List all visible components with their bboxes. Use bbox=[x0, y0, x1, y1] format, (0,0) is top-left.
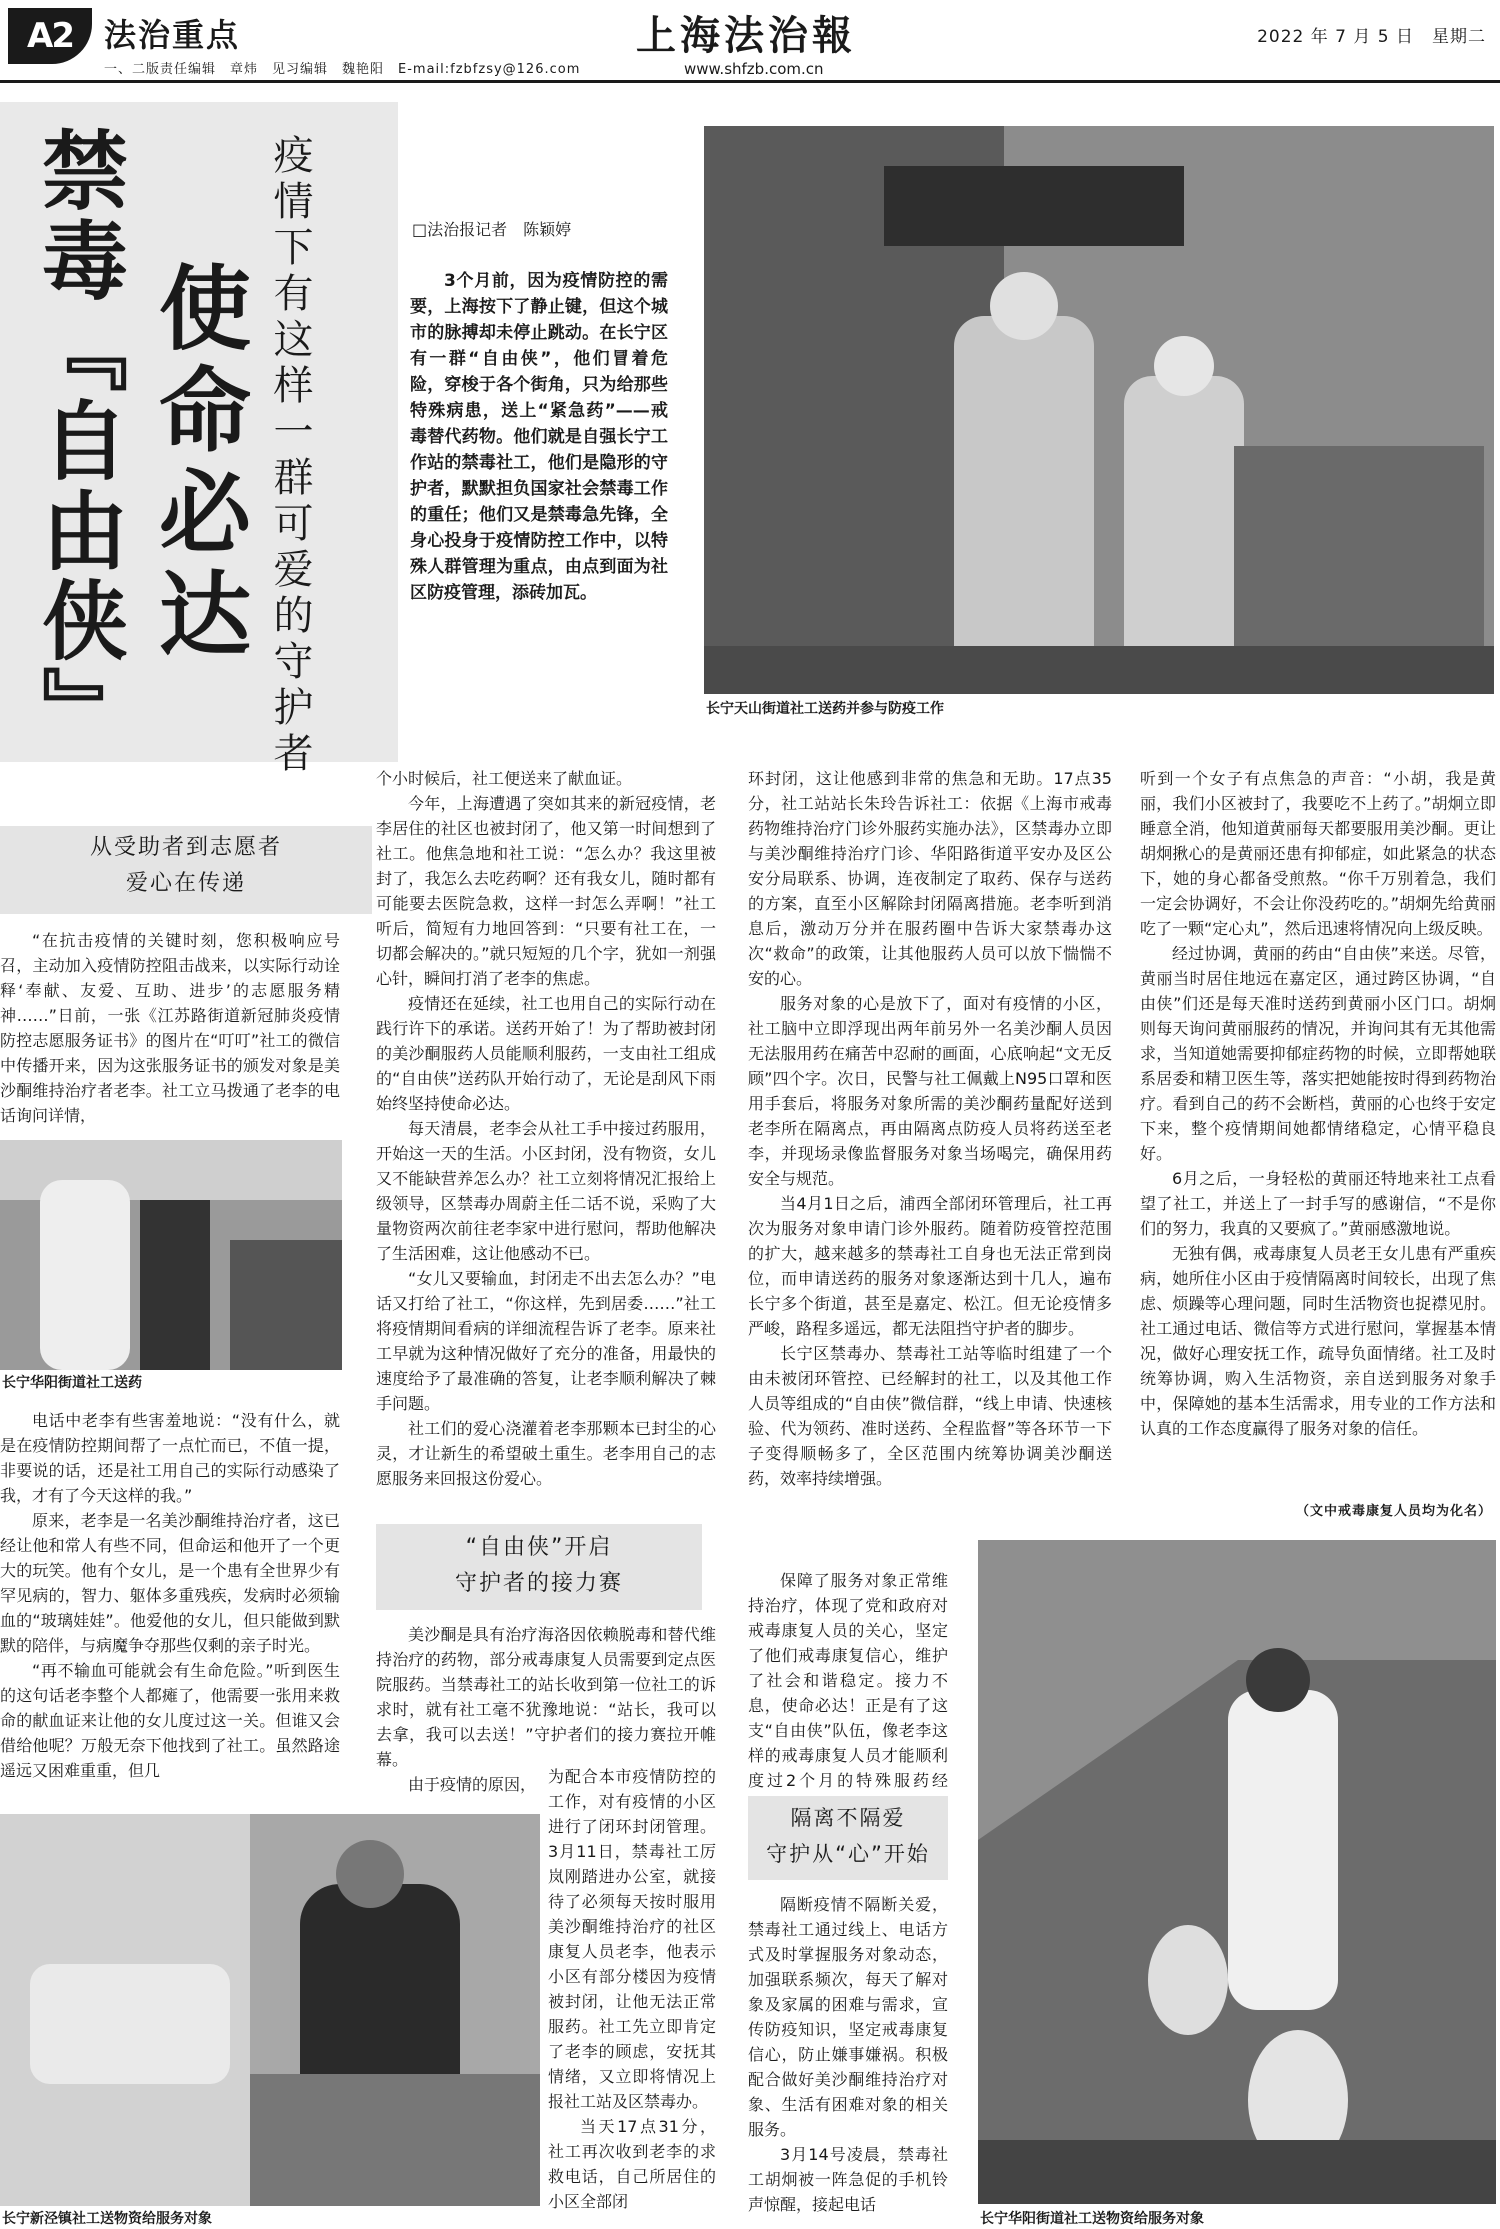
paragraph: “女儿又要输血，封闭走不出去怎么办？”电话又打给了社工，“你这样，先到居委……”社工将疫情期间看病的详细流程告诉了老李。原来社工早就为这种情况做好了充分的准备，用最快的速度给予了最准确的答复，让老李顺利解决了棘手问题。 bbox=[376, 1269, 716, 1413]
masthead: 上海法治報 bbox=[636, 12, 856, 59]
issue-date: 2022 年 7 月 5 日 星期二 bbox=[1257, 27, 1486, 47]
paragraph: 美沙酮是具有治疗海洛因依赖脱毒和替代维持治疗的药物，部分戒毒康复人员需要到定点医院服药。当禁毒社工的站长收到第一位社工的诉求时，就有社工毫不犹豫地说：“站长，我可以去拿，我可以去送！”守护者们的接力赛拉开帷幕。 bbox=[376, 1625, 716, 1769]
photo-bottom-right bbox=[978, 1540, 1496, 2204]
editors-line: 一、二版责任编辑 章炜 见习编辑 魏艳阳 E-mail:fzbfzsy@126.com bbox=[104, 62, 581, 77]
paragraph: 今年，上海遭遇了突如其来的新冠疫情，老李居住的社区也被封闭了，他又第一时间想到了社工。他焦急地和社工说：“怎么办？我这里被封了，我怎么去吃药啊？还有我女儿，随时都有可能要去医院急救，这样一封怎么弄啊！”社工听后，简短有力地回答到：“只要有社工在，一切都会解决的。”就只短短的几个字，犹如一剂强心针，瞬间打消了老李的焦虑。 bbox=[376, 794, 716, 988]
paragraph: 3月14号凌晨，禁毒社工胡炯被一阵急促的手机铃声惊醒，接起电话 bbox=[748, 2145, 948, 2214]
column-1b bbox=[0, 1408, 340, 1783]
paragraph: 社工们的爱心浇灌着老李那颗本已封尘的心灵，才让新生的希望破土重生。老李用自己的志愿服务来回报这份爱心。 bbox=[376, 1419, 716, 1488]
photo-top-illustration bbox=[704, 126, 1494, 694]
photo-bottom-right-caption: 长宁华阳街道社工送物资给服务对象 bbox=[980, 2211, 1204, 2227]
column-2a bbox=[376, 766, 716, 1491]
paragraph: 个小时候后，社工便送来了献血证。 bbox=[376, 769, 633, 788]
subhead-care-line2: 守护从“心”开始 bbox=[766, 1842, 930, 1866]
byline: □法治报记者 陈颖婷 bbox=[412, 220, 572, 239]
column-4a bbox=[1140, 766, 1496, 1441]
paragraph: “在抗击疫情的关键时刻，您积极响应号召，主动加入疫情防控阻击战来，以实际行动诠释‘奉献、友爱、互助、进步’的志愿服务精神……”日前，一张《江苏路街道新冠肺炎疫情防控志愿服务证书》的图片在“叮叮”社工的微信中传播开来，因为这张服务证书的颁发对象是美沙酮维持治疗者老李。社工立马拨通了老李的电话询问详情， bbox=[0, 931, 340, 1125]
subhead-volunteer-line1: 从受助者到志愿者 bbox=[89, 835, 282, 860]
photo-bottom-left-illustration bbox=[0, 1814, 540, 2206]
lede-paragraph: 3个月前，因为疫情防控的需要，上海按下了静止键，但这个城市的脉搏却未停止跳动。在长宁区有一群“自由侠”，他们冒着危险，穿梭于各个街角，只为给那些特殊病患，送上“紧急药”——戒毒替代药物。他们就是自强长宁工作站的禁毒社工，他们是隐形的守护者，默默担负国家社会禁毒工作的重任；他们又是禁毒急先锋，全身心投身于疫情防控工作中，以特殊人群管理为重点，由点到面为社区防疫管理，添砖加瓦。 bbox=[410, 271, 668, 603]
column-3a bbox=[748, 766, 1112, 1491]
column-3b bbox=[748, 1568, 948, 1818]
column-3c bbox=[748, 1892, 948, 2217]
paragraph: 保障了服务对象正常维持治疗，体现了党和政府对戒毒康复人员的关心，坚定了他们戒毒康复信心，维护了社会和谐稳定。接力不息，使命必达！正是有了这支“自由侠”队伍，像老李这样的戒毒康复人员才能顺利度过2个月的特殊服药经 bbox=[748, 1571, 948, 1790]
paragraph: 服务对象的心是放下了，面对有疫情的小区，社工脑中立即浮现出两年前另外一名美沙酮人员因无法服用药在痛苦中忍耐的画面，心底响起“文无反顾”四个字。次日，民警与社工佩戴上N95口罩和医用手套后，将服务对象所需的美沙酮药量配好送到老李所在隔离点，再由隔离点防疫人员将药送至老李，并现场录像监督服务对象当场喝完，确保用药安全与规范。 bbox=[748, 994, 1112, 1188]
author-note: （文中戒毒康复人员均为化名） bbox=[1295, 1504, 1492, 1519]
paragraph: 每天清晨，老李会从社工手中接过药服用，开始这一天的生活。小区封闭，没有物资，女儿又不能缺营养怎么办？社工立刻将情况汇报给上级领导，区禁毒办周蔚主任二话不说，采购了大量物资两次前往老李家中进行慰问，帮助他解决了生活困难，这让他感动不已。 bbox=[376, 1119, 716, 1263]
photo-bottom-left bbox=[0, 1814, 540, 2206]
paragraph: 原来，老李是一名美沙酮维持治疗者，这已经让他和常人有些不同，但命运和他开了一个更大的玩笑。他有个女儿，是一个患有全世界少有罕见病的，智力、躯体多重残疾，发病时必须输血的“玻璃娃娃”。他爱他的女儿，但只能做到默默的陪伴，与病魔争夺那些仅剩的亲子时光。 bbox=[0, 1511, 340, 1655]
paragraph: 听到一个女子有点焦急的声音：“小胡，我是黄丽，我们小区被封了，我要吃不上药了。”胡炯立即睡意全消，他知道黄丽每天都要服用美沙酮。更让胡炯揪心的是黄丽还患有抑郁症，如此紧急的状态下，她的身心都备受煎熬。“你千万别着急，我们一定会协调好，不会让你没药吃的。”胡炯先给黄丽吃了一颗“定心丸”，然后迅速将情况向上级反映。 bbox=[1140, 769, 1496, 938]
subhead-relay-line1: “自由侠”开启 bbox=[465, 1535, 613, 1560]
subhead-volunteer-line2: 爱心在传递 bbox=[125, 871, 246, 896]
page-number-badge: A2 bbox=[8, 8, 92, 64]
headline-sub: 疫情下有这样一群可爱的守护者 bbox=[267, 134, 313, 778]
subhead-relay bbox=[376, 1524, 702, 1610]
column-2c bbox=[548, 1764, 716, 2214]
paragraph: 6月之后，一身轻松的黄丽还特地来社工点看望了社工，并送上了一封手写的感谢信，“不是你们的努力，我真的又要疯了。”黄丽感激地说。 bbox=[1140, 1169, 1496, 1238]
photo-left-illustration bbox=[0, 1140, 342, 1370]
paragraph: 长宁区禁毒办、禁毒社工站等临时组建了一个由未被闭环管控、已经解封的社工，以及其他工作人员等组成的“自由侠”微信群，“线上申请、快速核验、代为领药、准时送药、全程监督”等各环节一下子变得顺畅多了，全区范围内统筹协调美沙酮送药，效率持续增强。 bbox=[748, 1344, 1112, 1488]
header-rule bbox=[0, 80, 1500, 83]
paragraph: 环封闭，这让他感到非常的焦急和无助。17点35分，社工站站长朱玲告诉社工：依据《上海市戒毒药物维持治疗门诊外服药实施办法》，区禁毒办立即与美沙酮维持治疗门诊、华阳路街道平安办及区公安分局联系、协调，连夜制定了取药、保存与送药的方案，直至小区解除封闭隔离措施。老李听到消息后，激动万分并在服药圈中告诉大家禁毒办这次“救命”的政策，让其他服药人员可以放下惴惴不安的心。 bbox=[748, 769, 1112, 988]
paragraph: “再不输血可能就会有生命危险。”听到医生的这句话老李整个人都瘫了，他需要一张用来救命的献血证来让他的女儿度过这一关。但谁又会借给他呢？万般无奈下他找到了社工。虽然路途遥远又困难重重，但几 bbox=[0, 1661, 340, 1780]
paragraph: 为配合本市疫情防控的工作，对有疫情的小区进行了闭环封闭管理。3月11日，禁毒社工厉岚刚踏进办公室，就接待了必须每天按时服用美沙酮维持治疗的社区康复人员老李，他表示小区有部分楼因为疫情被封闭，让他无法正常服药。社工先立即肯定了老李的顾虑，安抚其情绪，又立即将情况上报社工站及区禁毒办。 bbox=[548, 1767, 716, 2111]
subhead-volunteer bbox=[0, 826, 372, 914]
headline-big: 使命必达 bbox=[144, 260, 252, 668]
subhead-care-line1: 隔离不隔爱 bbox=[790, 1806, 906, 1830]
photo-bottom-left-caption: 长宁新泾镇社工送物资给服务对象 bbox=[2, 2211, 212, 2227]
column-1a bbox=[0, 928, 340, 1128]
paragraph: 无独有偶，戒毒康复人员老王女儿患有严重疾病，她所住小区由于疫情隔离时间较长，出现了焦虑、烦躁等心理问题，同时生活物资也捉襟见肘。社工通过电话、微信等方式进行慰问，掌握基本情况，做好心理安抚工作，疏导负面情绪。社工及时统筹协调，购入生活物资，亲自送到服务对象手中，保障她的基本生活需求，用专业的工作方法和认真的工作态度赢得了服务对象的信任。 bbox=[1140, 1244, 1496, 1438]
subhead-relay-line2: 守护者的接力赛 bbox=[454, 1571, 623, 1596]
paragraph: 经过协调，黄丽的药由“自由侠”来送。尽管，黄丽当时居住地远在嘉定区，通过跨区协调，“自由侠”们还是每天准时送药到黄丽小区门口。胡炯则每天询问黄丽服药的情况，并询问其有无其他需求，当知道她需要抑郁症药物的时候，立即帮她联系居委和精卫医生等，落实把她能按时得到药物治疗。看到自己的药不会断档，黄丽的心也终于安定下来，整个疫情期间她都情绪稳定，心情平稳良好。 bbox=[1140, 944, 1496, 1163]
photo-left-mid-caption: 长宁华阳街道社工送药 bbox=[2, 1375, 142, 1391]
photo-top bbox=[704, 126, 1494, 694]
paragraph: 电话中老李有些害羞地说：“没有什么，就是在疫情防控期间帮了一点忙而已，不值一提，非要说的话，还是社工用自己的实际行动感染了我，才有了今天这样的我。” bbox=[0, 1411, 340, 1505]
paragraph: 隔断疫情不隔断关爱，禁毒社工通过线上、电话方式及时掌握服务对象动态，加强联系频次，每天了解对象及家属的困难与需求，宣传防疫知识，坚定戒毒康复信心，防止嫌事嫌祸。积极配合做好美沙酮维持治疗对象、生活有困难对象的相关服务。 bbox=[748, 1895, 948, 2139]
website: www.shfzb.com.cn bbox=[684, 60, 824, 78]
photo-bottom-right-illustration bbox=[978, 1540, 1496, 2204]
section-title: 法治重点 bbox=[104, 16, 241, 54]
paragraph: 疫情还在延续，社工也用自己的实际行动在践行许下的承诺。送药开始了！为了帮助被封闭的美沙酮服药人员能顺利服药，一支由社工组成的“自由侠”送药队开始行动了，无论是刮风下雨始终坚持使命必达。 bbox=[376, 994, 716, 1113]
paragraph: 当天17点31分，社工再次收到老李的求救电话，自己所居住的小区全部闭 bbox=[548, 2117, 716, 2211]
headline-main: 禁毒『自由侠』 bbox=[27, 126, 128, 756]
photo-left-mid bbox=[0, 1140, 342, 1370]
photo-top-caption: 长宁天山街道社工送药并参与防疫工作 bbox=[706, 701, 944, 717]
paragraph: 由于疫情的原因， bbox=[408, 1775, 537, 1794]
subhead-care bbox=[748, 1796, 948, 1880]
paragraph: 当4月1日之后，浦西全部闭环管理后，社工再次为服务对象申请门诊外服药。随着防疫管控范围的扩大，越来越多的禁毒社工自身也无法正常到岗位，而申请送药的服务对象逐渐达到十几人，遍布长宁多个街道，甚至是嘉定、松江。但无论疫情多严峻，路程多遥远，都无法阻挡守护者的脚步。 bbox=[748, 1194, 1112, 1338]
